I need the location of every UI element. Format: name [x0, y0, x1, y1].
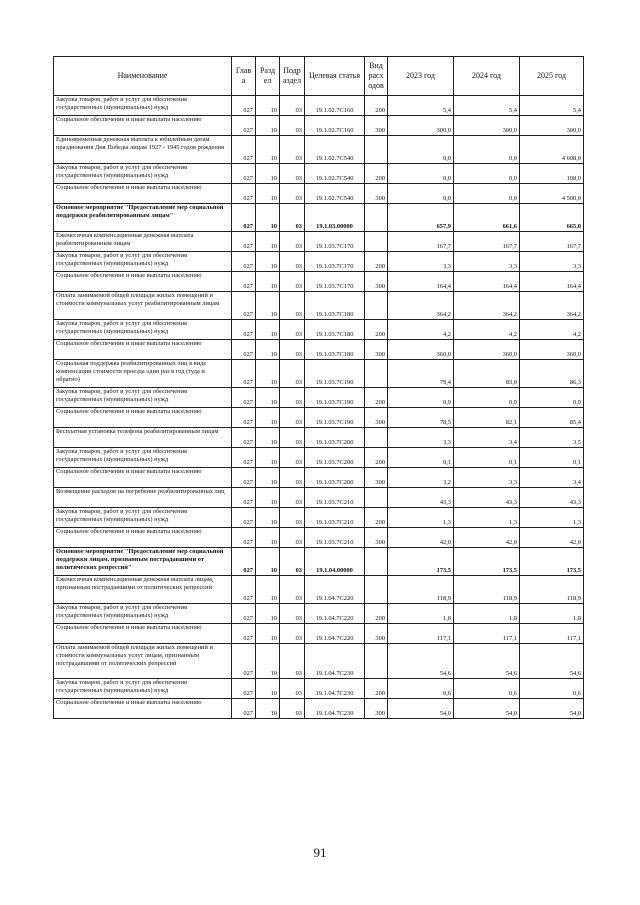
cell-2025: 54,0 [520, 699, 584, 719]
cell-article: 19.1.04.7C220 [305, 576, 365, 604]
cell-vid [365, 548, 388, 576]
cell-glava: 027 [232, 232, 256, 252]
cell-name: Оплата занимаемой общей площади жилых помещений и стоимости коммунальных услуг лицам, признанным пострадавшими от политических репрессий [54, 644, 232, 679]
table-row [54, 488, 584, 508]
cell-2025: 167,7 [520, 232, 584, 252]
cell-article: 19.1.03.7C200 [305, 468, 365, 488]
header-2023: 2023 год [388, 57, 454, 96]
cell-2024: 360,0 [454, 340, 520, 360]
cell-name: Социальное обеспечение и иные выплаты населению [54, 624, 232, 644]
table-row [54, 468, 584, 488]
cell-2023: 78,5 [388, 408, 454, 428]
table-row [54, 548, 584, 576]
cell-glava: 027 [232, 548, 256, 576]
cell-glava: 027 [232, 488, 256, 508]
cell-vid: 300 [365, 340, 388, 360]
cell-2023: 0,0 [388, 164, 454, 184]
cell-article: 19.1.04.7C220 [305, 624, 365, 644]
cell-2025: 3,4 [520, 468, 584, 488]
cell-2024: 4,2 [454, 320, 520, 340]
cell-razdel: 10 [256, 699, 280, 719]
cell-2023: 54,6 [388, 644, 454, 679]
cell-2024: 1,3 [454, 508, 520, 528]
table-row [54, 528, 584, 548]
cell-razdel: 10 [256, 204, 280, 232]
cell-name: Закупка товаров, работ и услуг для обеспечения государственных (муниципальных) нужд [54, 164, 232, 184]
cell-podrazdel: 03 [280, 360, 305, 388]
cell-name: Закупка товаров, работ и услуг для обеспечения государственных (муниципальных) нужд [54, 96, 232, 116]
cell-2023: 0,0 [388, 136, 454, 164]
cell-2023: 4,2 [388, 320, 454, 340]
cell-article: 19.1.02.7C540 [305, 164, 365, 184]
cell-article: 19.1.03.7C180 [305, 340, 365, 360]
cell-2023: 1,3 [388, 508, 454, 528]
cell-razdel: 10 [256, 468, 280, 488]
table-row [54, 644, 584, 679]
cell-name: Социальная поддержка реабилитированных лиц в виде компенсации стоимости проезда один раз в год (туда и обратно) [54, 360, 232, 388]
cell-glava: 027 [232, 508, 256, 528]
cell-2024: 82,1 [454, 408, 520, 428]
cell-2023: 364,2 [388, 292, 454, 320]
cell-glava: 027 [232, 96, 256, 116]
table-row [54, 604, 584, 624]
cell-podrazdel: 03 [280, 388, 305, 408]
cell-vid: 200 [365, 96, 388, 116]
cell-name: Основное мероприятие "Предоставление мер социальной поддержки реабилитированным лицам" [54, 204, 232, 232]
cell-vid: 200 [365, 448, 388, 468]
cell-article: 19.1.03.7C170 [305, 252, 365, 272]
cell-razdel: 10 [256, 644, 280, 679]
cell-2024: 43,3 [454, 488, 520, 508]
table-row [54, 164, 584, 184]
cell-article: 19.1.03.7C210 [305, 528, 365, 548]
cell-article: 19.1.02.7C540 [305, 136, 365, 164]
cell-podrazdel: 03 [280, 604, 305, 624]
cell-vid: 300 [365, 624, 388, 644]
cell-article: 19.1.03.7C180 [305, 320, 365, 340]
cell-2023: 43,3 [388, 488, 454, 508]
cell-article: 19.1.03.7C210 [305, 488, 365, 508]
cell-vid: 300 [365, 699, 388, 719]
cell-name: Социальное обеспечение и иные выплаты населению [54, 468, 232, 488]
cell-razdel: 10 [256, 488, 280, 508]
cell-razdel: 10 [256, 272, 280, 292]
table-body [54, 96, 584, 719]
cell-glava: 027 [232, 448, 256, 468]
cell-podrazdel: 03 [280, 272, 305, 292]
cell-2025: 4,2 [520, 320, 584, 340]
cell-2025: 1,3 [520, 508, 584, 528]
header-podrazdel: Подр аздел [280, 57, 305, 96]
cell-article: 19.1.04.7C230 [305, 699, 365, 719]
cell-2023: 167,7 [388, 232, 454, 252]
cell-article: 19.1.03.7C200 [305, 428, 365, 448]
cell-2025: 0,9 [520, 388, 584, 408]
cell-razdel: 10 [256, 360, 280, 388]
cell-podrazdel: 03 [280, 576, 305, 604]
cell-podrazdel: 03 [280, 232, 305, 252]
cell-vid: 300 [365, 184, 388, 204]
cell-2023: 0,1 [388, 448, 454, 468]
cell-razdel: 10 [256, 508, 280, 528]
cell-glava: 027 [232, 116, 256, 136]
cell-name: Социальное обеспечение и иные выплаты населению [54, 184, 232, 204]
cell-podrazdel: 03 [280, 204, 305, 232]
cell-name: Ежемесячная компенсационная денежная выплата лицам, признанным пострадавшими от политических репрессий [54, 576, 232, 604]
cell-glava: 027 [232, 428, 256, 448]
cell-2025: 0,1 [520, 448, 584, 468]
cell-glava: 027 [232, 360, 256, 388]
cell-2023: 0,0 [388, 184, 454, 204]
cell-2024: 1,8 [454, 604, 520, 624]
cell-name: Закупка товаров, работ и услуг для обеспечения государственных (муниципальных) нужд [54, 252, 232, 272]
cell-vid: 300 [365, 468, 388, 488]
table-row [54, 624, 584, 644]
cell-razdel: 10 [256, 679, 280, 699]
cell-2023: 3,3 [388, 428, 454, 448]
cell-article: 19.1.04.00000 [305, 548, 365, 576]
cell-glava: 027 [232, 408, 256, 428]
cell-podrazdel: 03 [280, 136, 305, 164]
cell-2025: 665,0 [520, 204, 584, 232]
cell-2025: 54,6 [520, 644, 584, 679]
cell-vid: 300 [365, 116, 388, 136]
cell-vid [365, 644, 388, 679]
cell-name: Оплата занимаемой общей площади жилых помещений и стоимости коммунальных услуг реабилитированным лицам [54, 292, 232, 320]
cell-vid: 300 [365, 408, 388, 428]
cell-razdel: 10 [256, 428, 280, 448]
cell-name: Социальное обеспечение и иные выплаты населению [54, 408, 232, 428]
cell-podrazdel: 03 [280, 528, 305, 548]
cell-name: Закупка товаров, работ и услуг для обеспечения государственных (муниципальных) нужд [54, 448, 232, 468]
cell-2025: 42,0 [520, 528, 584, 548]
cell-podrazdel: 03 [280, 428, 305, 448]
table-row [54, 699, 584, 719]
cell-2024: 3,3 [454, 252, 520, 272]
table-row [54, 272, 584, 292]
cell-2023: 0,6 [388, 679, 454, 699]
cell-2025: 5,4 [520, 96, 584, 116]
cell-2023: 79,4 [388, 360, 454, 388]
cell-glava: 027 [232, 292, 256, 320]
cell-2024: 0,1 [454, 448, 520, 468]
cell-2023: 54,0 [388, 699, 454, 719]
table-row [54, 184, 584, 204]
cell-2023: 1,8 [388, 604, 454, 624]
cell-article: 19.1.02.7C160 [305, 96, 365, 116]
table-row [54, 340, 584, 360]
cell-name: Социальное обеспечение и иные выплаты населению [54, 699, 232, 719]
cell-2025: 3,3 [520, 252, 584, 272]
cell-article: 19.1.04.7C230 [305, 679, 365, 699]
cell-glava: 027 [232, 604, 256, 624]
cell-vid: 200 [365, 388, 388, 408]
cell-name: Возмещение расходов на погребение реабилитированных лиц [54, 488, 232, 508]
cell-razdel: 10 [256, 252, 280, 272]
cell-2025: 85,4 [520, 408, 584, 428]
cell-2025: 118,9 [520, 576, 584, 604]
cell-2025: 86,3 [520, 360, 584, 388]
cell-2024: 661,6 [454, 204, 520, 232]
cell-vid: 200 [365, 320, 388, 340]
cell-glava: 027 [232, 204, 256, 232]
cell-razdel: 10 [256, 96, 280, 116]
cell-razdel: 10 [256, 116, 280, 136]
cell-vid [365, 136, 388, 164]
cell-name: Социальное обеспечение и иные выплаты населению [54, 116, 232, 136]
cell-razdel: 10 [256, 136, 280, 164]
cell-2025: 173,5 [520, 548, 584, 576]
table-row [54, 388, 584, 408]
header-razdel: Разд ел [256, 57, 280, 96]
cell-2023: 3,3 [388, 252, 454, 272]
cell-article: 19.1.03.7C210 [305, 508, 365, 528]
cell-2023: 0,9 [388, 388, 454, 408]
cell-2025: 4 608,0 [520, 136, 584, 164]
header-2024: 2024 год [454, 57, 520, 96]
header-row [54, 57, 584, 96]
table-row [54, 204, 584, 232]
cell-vid [365, 292, 388, 320]
cell-2023: 117,1 [388, 624, 454, 644]
cell-glava: 027 [232, 528, 256, 548]
cell-2023: 118,9 [388, 576, 454, 604]
table-row [54, 136, 584, 164]
header-vid: Вид расх одов [365, 57, 388, 96]
cell-2025: 1,8 [520, 604, 584, 624]
cell-vid: 200 [365, 252, 388, 272]
header-2025: 2025 год [520, 57, 584, 96]
cell-glava: 027 [232, 576, 256, 604]
cell-2024: 54,0 [454, 699, 520, 719]
cell-name: Социальное обеспечение и иные выплаты населению [54, 528, 232, 548]
cell-razdel: 10 [256, 448, 280, 468]
table-row [54, 116, 584, 136]
cell-podrazdel: 03 [280, 699, 305, 719]
cell-razdel: 10 [256, 604, 280, 624]
cell-razdel: 10 [256, 340, 280, 360]
cell-razdel: 10 [256, 576, 280, 604]
cell-2024: 0,0 [454, 164, 520, 184]
cell-2025: 3,5 [520, 428, 584, 448]
cell-razdel: 10 [256, 528, 280, 548]
cell-2024: 0,9 [454, 388, 520, 408]
cell-razdel: 10 [256, 624, 280, 644]
cell-2023: 173,5 [388, 548, 454, 576]
header-glava: Глав а [232, 57, 256, 96]
cell-2023: 5,4 [388, 96, 454, 116]
cell-vid: 200 [365, 604, 388, 624]
cell-2024: 83,0 [454, 360, 520, 388]
cell-podrazdel: 03 [280, 548, 305, 576]
cell-glava: 027 [232, 340, 256, 360]
table-row [54, 252, 584, 272]
cell-2025: 4 500,0 [520, 184, 584, 204]
cell-name: Бесплатная установка телефона реабилитированным лицам [54, 428, 232, 448]
cell-podrazdel: 03 [280, 252, 305, 272]
table-row [54, 448, 584, 468]
cell-2024: 42,0 [454, 528, 520, 548]
cell-glava: 027 [232, 468, 256, 488]
cell-name: Закупка товаров, работ и услуг для обеспечения государственных (муниципальных) нужд [54, 320, 232, 340]
cell-2024: 167,7 [454, 232, 520, 252]
cell-podrazdel: 03 [280, 408, 305, 428]
cell-article: 19.1.02.7C540 [305, 184, 365, 204]
cell-2025: 300,0 [520, 116, 584, 136]
cell-razdel: 10 [256, 292, 280, 320]
cell-2023: 164,4 [388, 272, 454, 292]
cell-vid: 300 [365, 272, 388, 292]
cell-podrazdel: 03 [280, 644, 305, 679]
cell-name: Закупка товаров, работ и услуг для обеспечения государственных (муниципальных) нужд [54, 508, 232, 528]
cell-podrazdel: 03 [280, 164, 305, 184]
cell-2023: 657,9 [388, 204, 454, 232]
table-row [54, 508, 584, 528]
cell-2025: 0,6 [520, 679, 584, 699]
cell-vid [365, 204, 388, 232]
cell-glava: 027 [232, 644, 256, 679]
cell-podrazdel: 03 [280, 292, 305, 320]
cell-razdel: 10 [256, 320, 280, 340]
cell-vid [365, 488, 388, 508]
cell-glava: 027 [232, 252, 256, 272]
cell-podrazdel: 03 [280, 96, 305, 116]
cell-name: Закупка товаров, работ и услуг для обеспечения государственных (муниципальных) нужд [54, 604, 232, 624]
table-row [54, 408, 584, 428]
header-name: Наименование [54, 57, 232, 96]
table-row [54, 292, 584, 320]
cell-razdel: 10 [256, 388, 280, 408]
cell-podrazdel: 03 [280, 679, 305, 699]
cell-vid: 200 [365, 679, 388, 699]
cell-2024: 0,0 [454, 136, 520, 164]
cell-vid [365, 576, 388, 604]
table-row [54, 576, 584, 604]
cell-2023: 3,2 [388, 468, 454, 488]
cell-glava: 027 [232, 164, 256, 184]
cell-name: Ежемесячная компенсационная денежная выплата реабилитированным лицам [54, 232, 232, 252]
cell-podrazdel: 03 [280, 488, 305, 508]
cell-2023: 360,0 [388, 340, 454, 360]
cell-2025: 164,4 [520, 272, 584, 292]
cell-name: Закупка товаров, работ и услуг для обеспечения государственных (муниципальных) нужд [54, 388, 232, 408]
table-row [54, 320, 584, 340]
cell-podrazdel: 03 [280, 448, 305, 468]
budget-table [53, 56, 584, 719]
cell-razdel: 10 [256, 232, 280, 252]
cell-article: 19.1.04.7C220 [305, 604, 365, 624]
cell-razdel: 10 [256, 164, 280, 184]
cell-article: 19.1.03.7C200 [305, 448, 365, 468]
cell-vid: 200 [365, 164, 388, 184]
cell-2023: 42,0 [388, 528, 454, 548]
cell-podrazdel: 03 [280, 624, 305, 644]
cell-name: Социальное обеспечение и иные выплаты населению [54, 272, 232, 292]
cell-podrazdel: 03 [280, 320, 305, 340]
cell-2024: 0,0 [454, 184, 520, 204]
cell-vid [365, 428, 388, 448]
cell-name: Закупка товаров, работ и услуг для обеспечения государственных (муниципальных) нужд [54, 679, 232, 699]
cell-2024: 300,0 [454, 116, 520, 136]
cell-2024: 364,2 [454, 292, 520, 320]
cell-article: 19.1.03.7C190 [305, 408, 365, 428]
cell-glava: 027 [232, 184, 256, 204]
cell-glava: 027 [232, 388, 256, 408]
cell-name: Единовременная денежная выплата к юбилейным датам празднования Дня Победы лицам 1927 - 1945 годов рождения [54, 136, 232, 164]
cell-article: 19.1.03.7C190 [305, 388, 365, 408]
cell-glava: 027 [232, 699, 256, 719]
cell-2024: 3,4 [454, 428, 520, 448]
cell-glava: 027 [232, 320, 256, 340]
cell-2025: 43,3 [520, 488, 584, 508]
table-row [54, 679, 584, 699]
cell-2025: 360,0 [520, 340, 584, 360]
cell-name: Социальное обеспечение и иные выплаты населению [54, 340, 232, 360]
cell-2024: 0,6 [454, 679, 520, 699]
cell-article: 19.1.03.00000 [305, 204, 365, 232]
cell-vid [365, 232, 388, 252]
cell-article: 19.1.02.7C160 [305, 116, 365, 136]
cell-name: Основное мероприятие "Предоставление мер социальной поддержки лицам, признанным пострадавшими от политических репрессий" [54, 548, 232, 576]
cell-glava: 027 [232, 272, 256, 292]
cell-podrazdel: 03 [280, 508, 305, 528]
table-row [54, 428, 584, 448]
table-row [54, 96, 584, 116]
budget-table-container [53, 56, 583, 719]
cell-2025: 364,2 [520, 292, 584, 320]
cell-podrazdel: 03 [280, 116, 305, 136]
cell-2024: 118,9 [454, 576, 520, 604]
cell-glava: 027 [232, 624, 256, 644]
table-row [54, 360, 584, 388]
table-row [54, 232, 584, 252]
cell-2025: 117,1 [520, 624, 584, 644]
cell-2024: 5,4 [454, 96, 520, 116]
cell-vid [365, 360, 388, 388]
cell-vid: 300 [365, 528, 388, 548]
cell-2024: 173,5 [454, 548, 520, 576]
cell-article: 19.1.03.7C190 [305, 360, 365, 388]
cell-glava: 027 [232, 136, 256, 164]
cell-razdel: 10 [256, 408, 280, 428]
page-number: 91 [313, 845, 327, 860]
cell-podrazdel: 03 [280, 468, 305, 488]
cell-vid: 200 [365, 508, 388, 528]
cell-glava: 027 [232, 679, 256, 699]
cell-2025: 108,0 [520, 164, 584, 184]
cell-article: 19.1.04.7C230 [305, 644, 365, 679]
header-article: Целевая статья [305, 57, 365, 96]
cell-2023: 300,0 [388, 116, 454, 136]
cell-podrazdel: 03 [280, 340, 305, 360]
cell-2024: 54,6 [454, 644, 520, 679]
cell-2024: 117,1 [454, 624, 520, 644]
cell-2024: 164,4 [454, 272, 520, 292]
cell-podrazdel: 03 [280, 184, 305, 204]
cell-razdel: 10 [256, 184, 280, 204]
cell-razdel: 10 [256, 548, 280, 576]
cell-article: 19.1.03.7C170 [305, 232, 365, 252]
cell-2024: 3,3 [454, 468, 520, 488]
cell-article: 19.1.03.7C180 [305, 292, 365, 320]
cell-article: 19.1.03.7C170 [305, 272, 365, 292]
